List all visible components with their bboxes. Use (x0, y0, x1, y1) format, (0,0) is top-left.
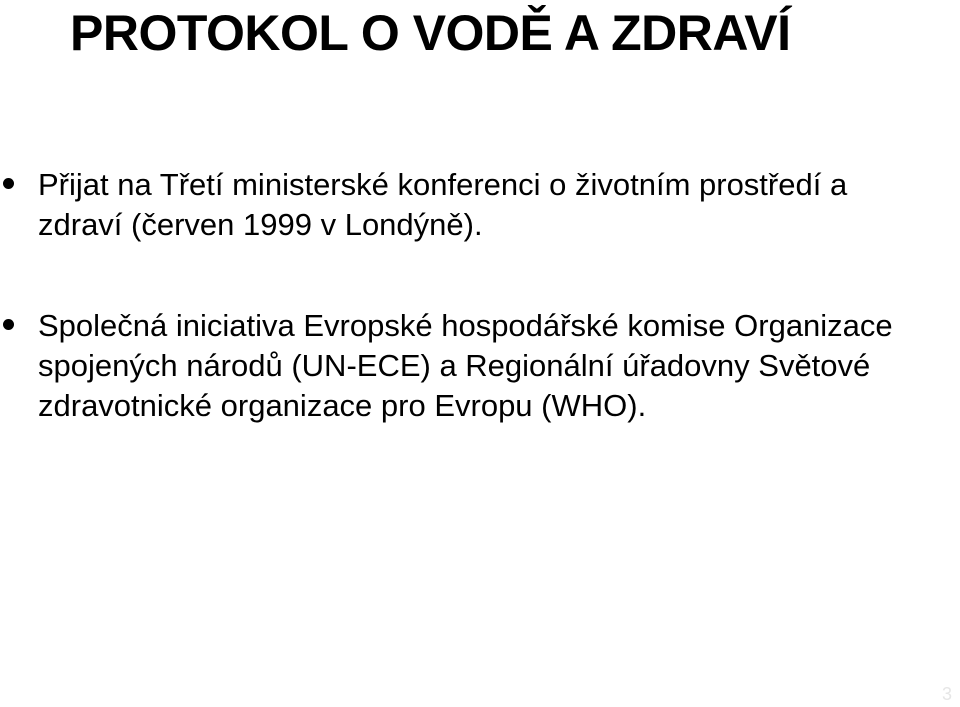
bullet-text-1: Přijat na Třetí ministerské konferenci o životním prostředí a zdraví (červen 1999 v Londýně). (38, 167, 848, 242)
bullet-list (0, 165, 960, 426)
slide-title: PROTOKOL O VODĚ A ZDRAVÍ (70, 5, 791, 61)
bullet-item-2 (0, 306, 960, 426)
bullet-icon (3, 178, 14, 189)
bullet-text-2: Společná iniciativa Evropské hospodářské komise Organizace spojených národů (UN-ECE) a Regionální úřadovny Světové zdravotnické organizace pro Evropu (WHO). (38, 308, 893, 423)
page-number: 3 (941, 684, 952, 704)
bullet-icon (3, 319, 14, 330)
bullet-item-1 (0, 165, 960, 245)
